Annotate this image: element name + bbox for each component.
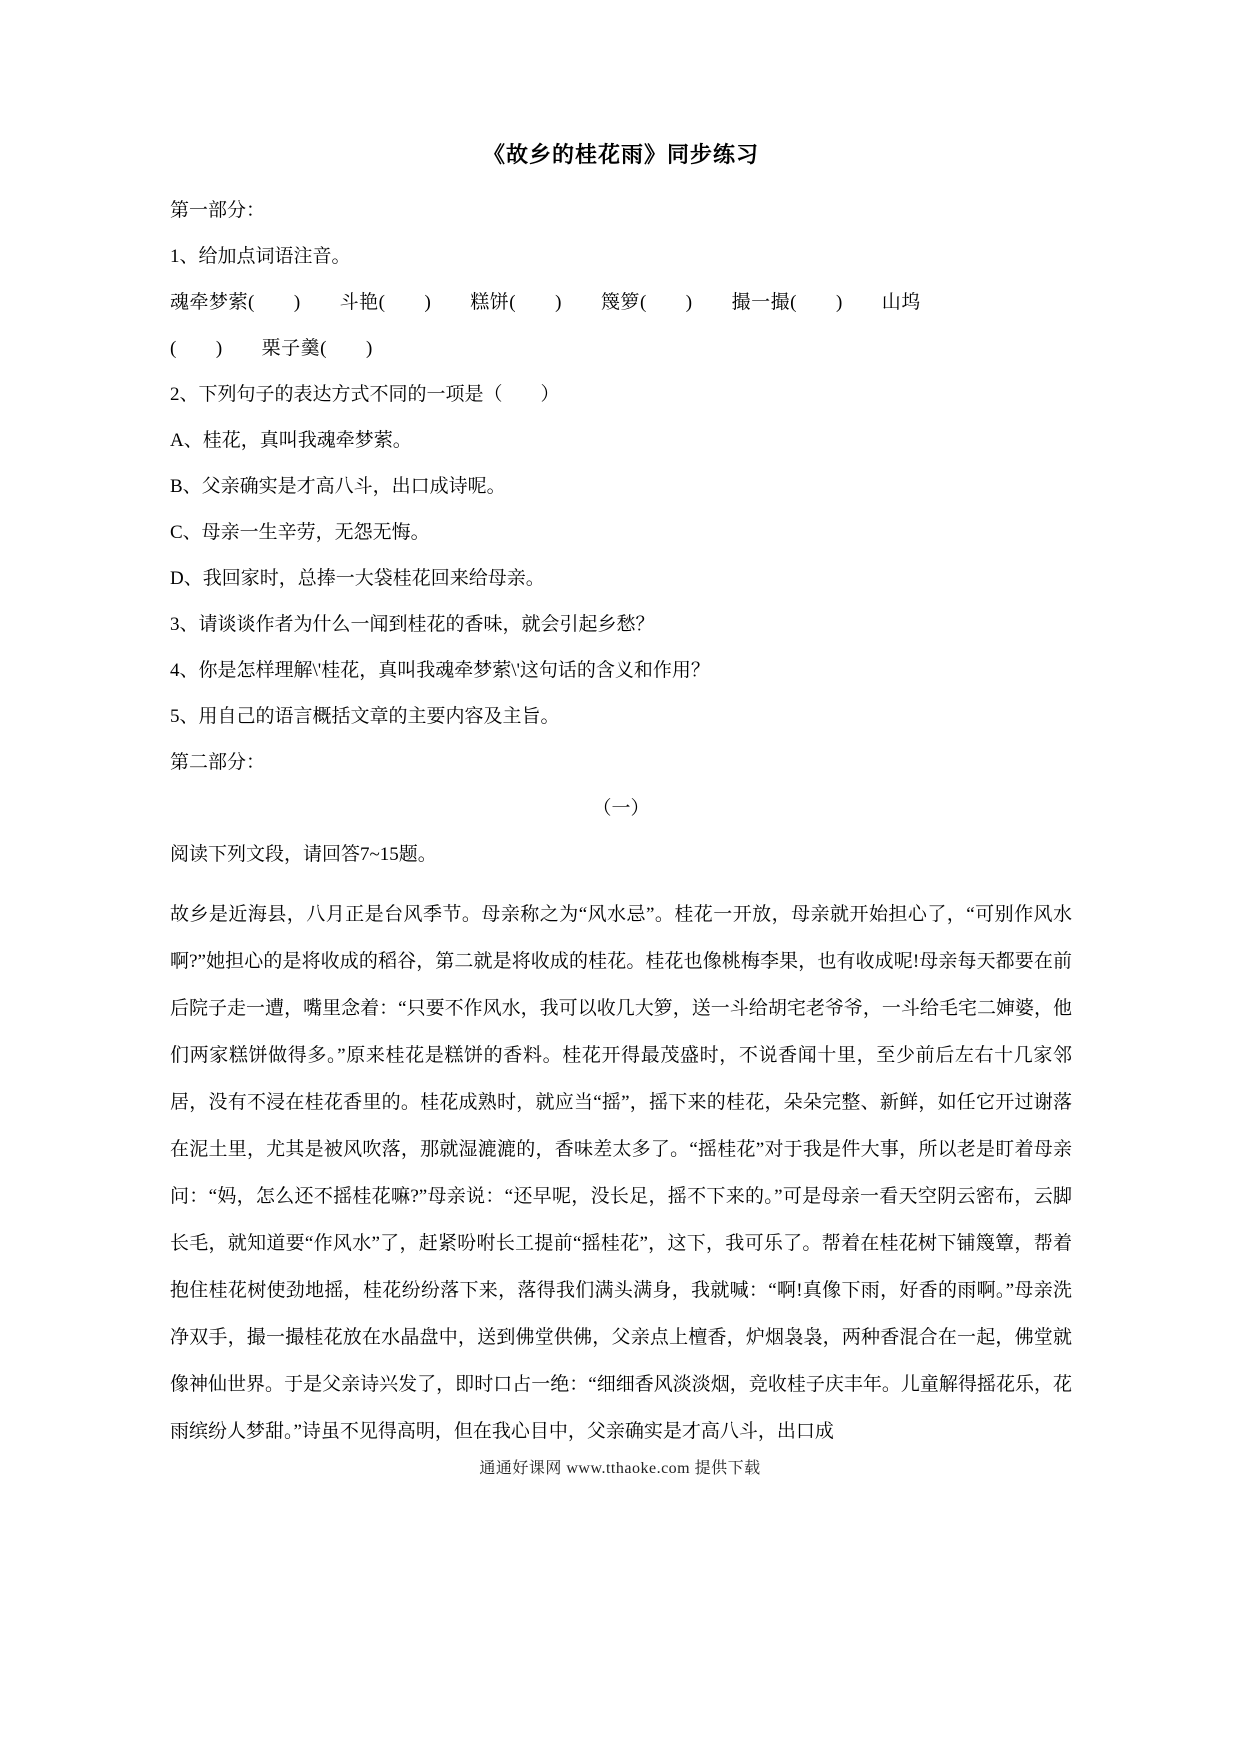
pinyin-blank-line-1: 魂牵梦萦( ) 斗艳( ) 糕饼( ) 篾箩( ) 撮一撮( ) 山坞 [170,292,921,313]
question-5: 5、用自己的语言概括文章的主要内容及主旨。 [170,706,560,727]
question-1: 1、给加点词语注音。 [170,246,351,267]
question-3: 3、请谈谈作者为什么一闻到桂花的香味，就会引起乡愁？ [170,614,655,635]
question-4: 4、你是怎样理解\'桂花，真叫我魂牵梦萦\'这句话的含义和作用？ [170,660,710,681]
part2-heading: 第二部分： [170,752,266,773]
part1-heading: 第一部分： [170,200,266,221]
footer-text: 通通好课网 www.tthaoke.com 提供下载 [479,1460,761,1477]
reading-passage: 故乡是近海县，八月正是台风季节。母亲称之为“风水忌”。桂花一开放，母亲就开始担心了，“可别作风水啊?”她担心的是将收成的稻谷，第二就是将收成的桂花。桂花也像桃梅李果，也有收成呢!母亲每天都要在前后院子走一遭，嘴里念着：“只要不作风水，我可以收几大箩，送一斗给胡宅老爷爷，一斗给毛宅二婶婆，他们两家糕饼做得多。”原来桂花是糕饼的香料。桂花开得最茂盛时，不说香闻十里，至少前后左右十几家邻居，没有不浸在桂花香里的。桂花成熟时，就应当“摇”，摇下来的桂花，朵朵完整、新鲜，如任它开过谢落在泥土里，尤其是被风吹落，那就湿漉漉的，香味差太多了。“摇桂花”对于我是件大事，所以老是盯着母亲问：“妈，怎么还不摇桂花嘛?”母亲说：“还早呢，没长足，摇不下来的。”可是母亲一看天空阴云密布，云脚长毛，就知道要“作风水”了，赶紧吩咐长工提前“摇桂花”，这下，我可乐了。帮着在桂花树下铺篾簟，帮着抱住桂花树使劲地摇，桂花纷纷落下来，落得我们满头满身，我就喊：“啊!真像下雨，好香的雨啊。”母亲洗净双手，撮一撮桂花放在水晶盘中，送到佛堂供佛，父亲点上檀香，炉烟袅袅，两种香混合在一起，佛堂就像神仙世界。于是父亲诗兴发了，即时口占一绝：“细细香风淡淡烟，竞收桂子庆丰年。儿童解得摇花乐，花雨缤纷人梦甜。”诗虽不见得高明，但在我心目中，父亲确实是才高八斗，出口成 [170,904,1072,1442]
section-marker: （一） [592,798,650,819]
question-2-option-c: C、母亲一生辛劳，无怨无悔。 [170,522,430,543]
question-2-option-b: B、父亲确实是才高八斗，出口成诗呢。 [170,476,506,497]
page-title: 《故乡的桂花雨》同步练习 [482,142,759,167]
reading-instruction: 阅读下列文段，请回答7~15题。 [170,844,437,865]
question-2-option-d: D、我回家时，总捧一大袋桂花回来给母亲。 [170,568,545,589]
question-2-option-a: A、桂花，真叫我魂牵梦萦。 [170,430,412,451]
question-2: 2、下列句子的表达方式不同的一项是（ ） [170,384,560,405]
pinyin-blank-line-2: ( ) 栗子羹( ) [170,338,373,359]
